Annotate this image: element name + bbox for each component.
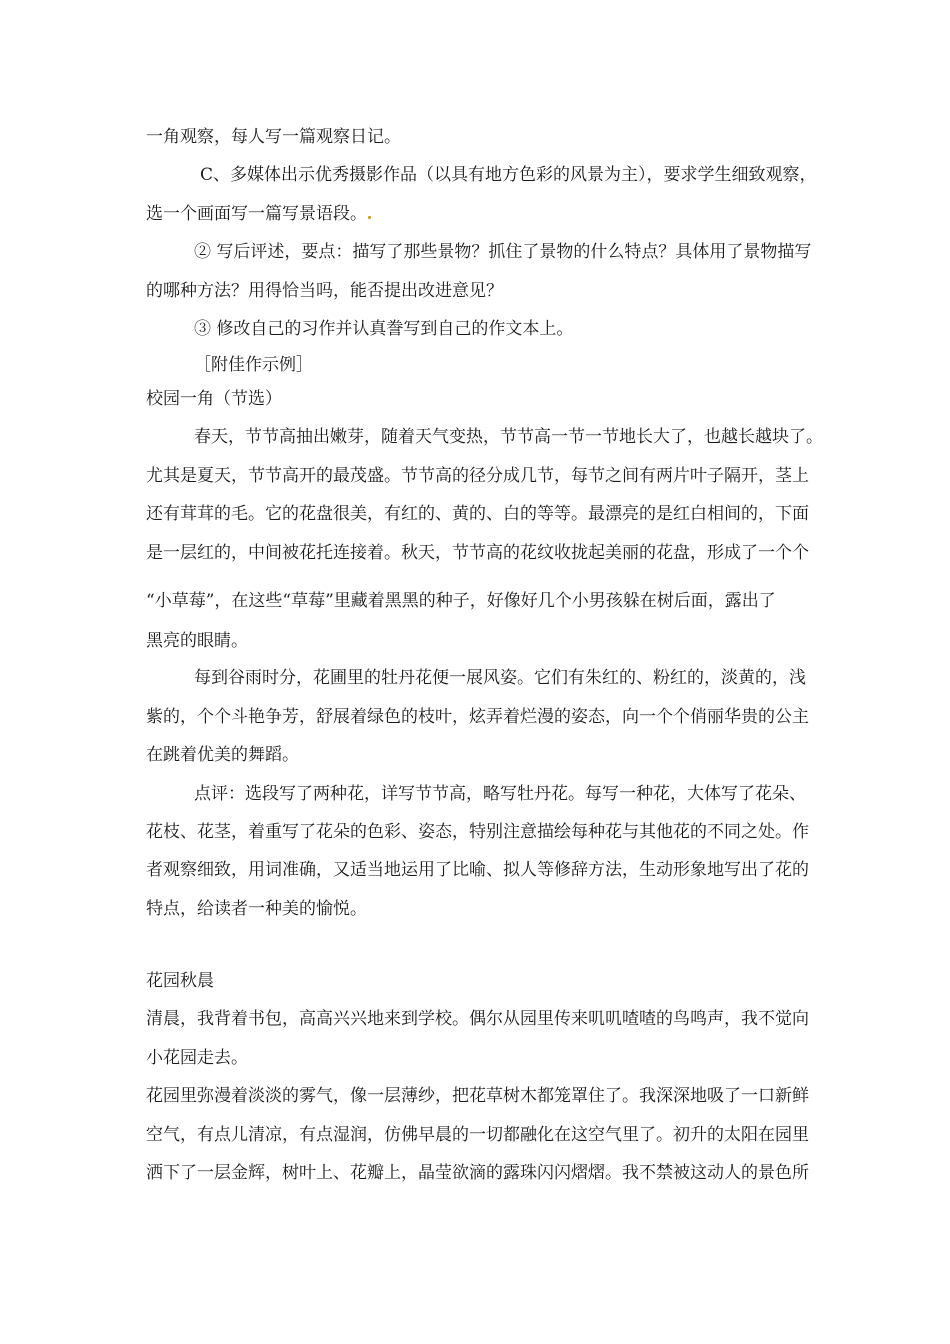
dot-mark	[368, 216, 371, 219]
text-line: 在跳着优美的舞蹈。	[146, 745, 299, 765]
example-title: 校园一角（节选）	[146, 389, 282, 409]
text-line: ③ 修改自己的习作并认真誊写到自己的作文本上。	[194, 319, 574, 339]
text-line: ② 写后评述，要点：描写了那些景物？抓住了景物的什么特点？具体用了景物描写	[194, 242, 812, 262]
text-line: 黑亮的眼睛。	[146, 631, 248, 651]
text-line: 每到谷雨时分，花圃里的牡丹花便一展风姿。它们有朱红的、粉红的，淡黄的，浅	[194, 668, 806, 688]
text-line: 春天，节节高抽出嫩芽，随着天气变热，节节高一节一节地长大了，也越长越块了。	[194, 427, 823, 447]
section-label: ［附佳作示例］	[194, 355, 313, 375]
text-line: 空气，有点儿清凉，有点湿润，仿佛早晨的一切都融化在这空气里了。初升的太阳在园里	[146, 1125, 809, 1145]
text-line: C、多媒体出示优秀摄影作品（以具有地方色彩的风景为主），要求学生细致观察，	[200, 165, 817, 185]
text-line: “小草莓”，在这些“草莓”里藏着黑黑的种子，好像好几个小男孩躲在树后面，露出了	[146, 591, 776, 611]
text-line: 还有茸茸的毛。它的花盘很美，有红的、黄的、白的等等。最漂亮的是红白相间的，下面	[146, 504, 809, 524]
text-line: 清晨，我背着书包，高高兴兴地来到学校。偶尔从园里传来叽叽喳喳的鸟鸣声，我不觉向	[146, 1009, 809, 1029]
text-line: 是一层红的，中间被花托连接着。秋天，节节高的花纹收拢起美丽的花盘，形成了一个个	[146, 543, 809, 563]
text-line: 选一个画面写一篇写景语段。	[146, 203, 372, 225]
text-line: 的哪种方法？用得恰当吗，能否提出改进意见？	[146, 281, 503, 301]
text-line: 洒下了一层金辉，树叶上、花瓣上，晶莹欲滴的露珠闪闪熠熠。我不禁被这动人的景色所	[146, 1163, 809, 1183]
text-line: 一角观察，每人写一篇观察日记。	[146, 127, 401, 147]
text-line: 点评：选段写了两种花，详写节节高，略写牡丹花。每写一种花，大体写了花朵、	[194, 784, 806, 804]
text-line: 花园里弥漫着淡淡的雾气，像一层薄纱，把花草树木都笼罩住了。我深深地吸了一口新鲜	[146, 1086, 809, 1106]
text-line: 特点，给读者一种美的愉悦。	[146, 899, 367, 919]
text-line: 尤其是夏天，节节高开的最茂盛。节节高的径分成几节，每节之间有两片叶子隔开，茎上	[146, 466, 809, 486]
text-line: 小花园走去。	[146, 1048, 248, 1068]
text-line: 者观察细致，用词准确，又适当地运用了比喻、拟人等修辞方法，生动形象地写出了花的	[146, 860, 809, 880]
text-line: 花枝、花茎，着重写了花朵的色彩、姿态，特别注意描绘每种花与其他花的不同之处。作	[146, 822, 809, 842]
example-title: 花园秋晨	[146, 971, 214, 991]
text-line: 紫的，个个斗艳争芳，舒展着绿色的枝叶，炫弄着烂漫的姿态，向一个个俏丽华贵的公主	[146, 707, 809, 727]
